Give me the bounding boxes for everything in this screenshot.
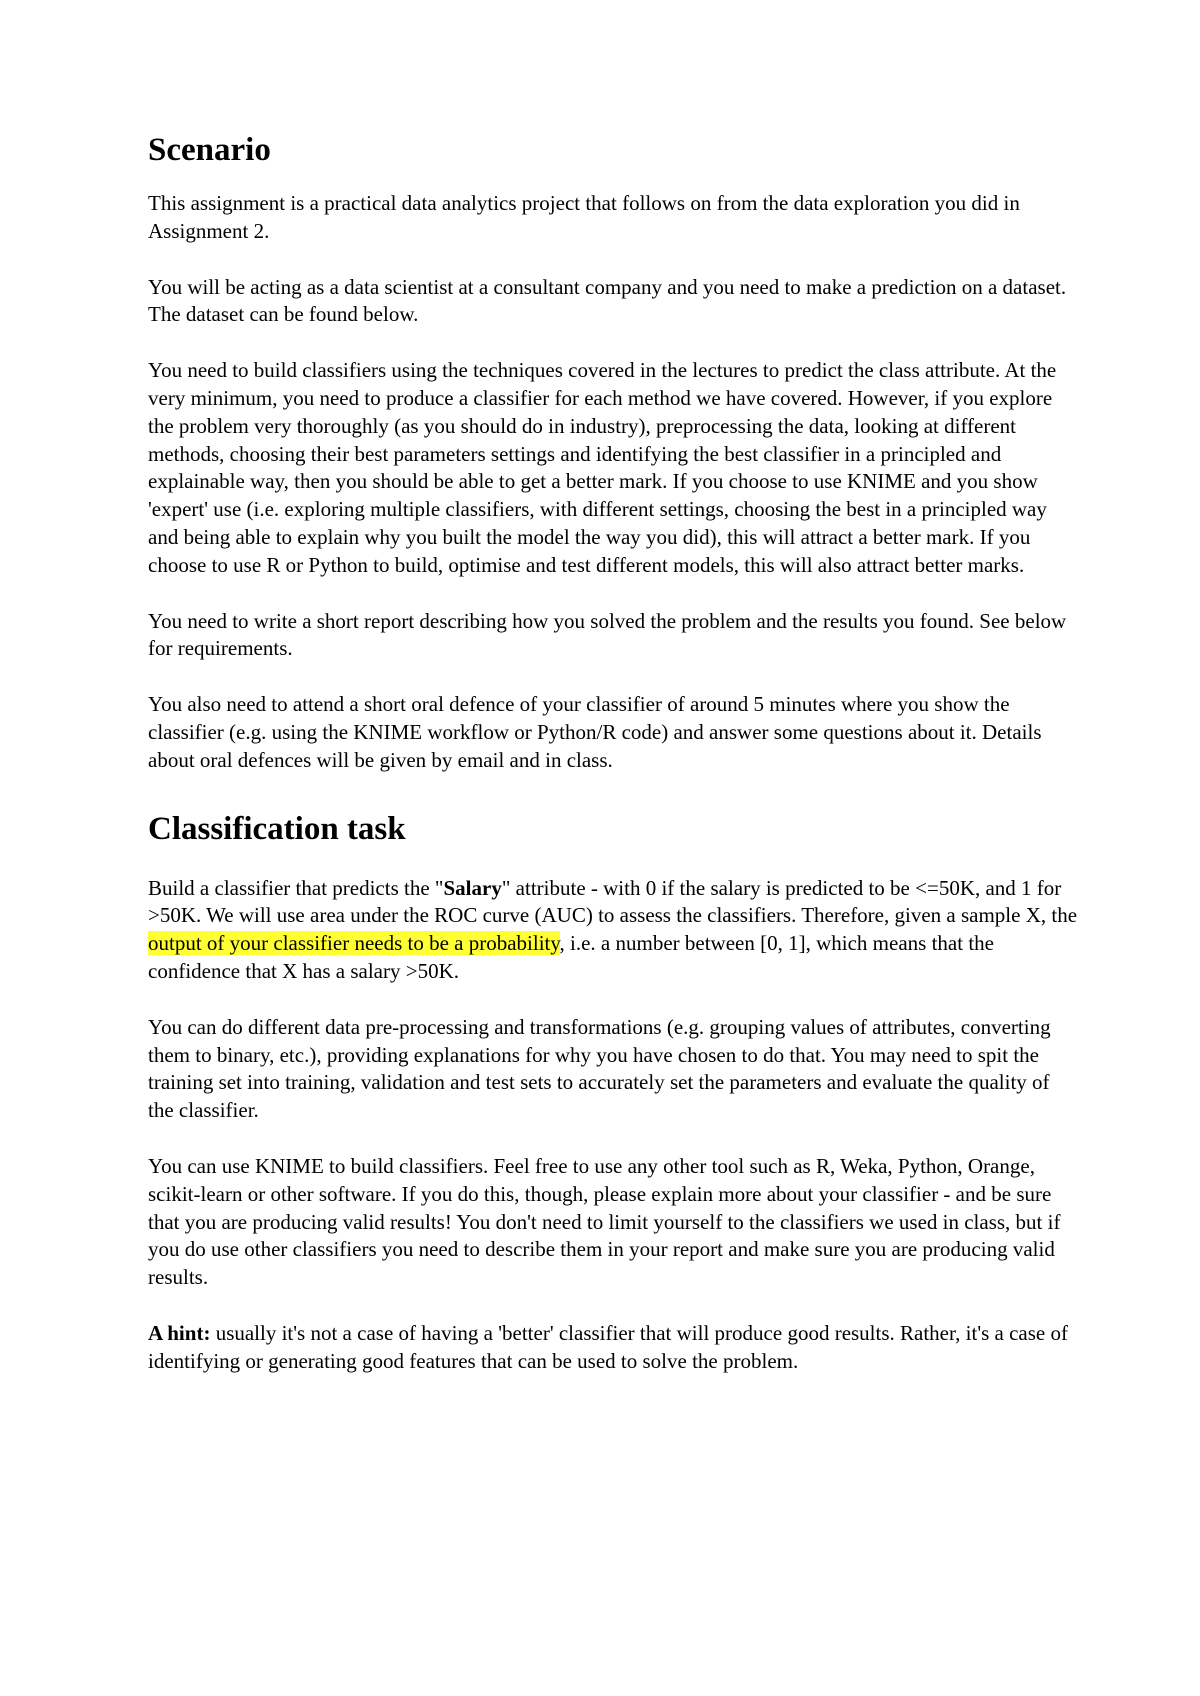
classification-paragraph-2: You can do different data pre-processing and transformations (e.g. grouping values of attributes, converting them to binary, etc.), providing explanations for why you have chosen to do that. You may need to spit the training set into training, validation and test sets to accurately set the parameters and evaluate the quality of the classifier.	[148, 1014, 1051, 1123]
classification-paragraph-1	[148, 875, 1078, 986]
classification-p1-text-b: " attribute - with 0 if the salary is predicted to be <=50K, and 1 for >50K. We will use area under the ROC curve (AUC) to assess the classifiers. Therefore, given a sample X, the	[148, 875, 1078, 928]
scenario-paragraph-1: This assignment is a practical data analytics project that follows on from the data exploration you did in Assignment 2.	[148, 191, 1020, 243]
scenario-heading: Scenario	[148, 132, 271, 168]
hint-text: usually it's not a case of having a 'better' classifier that will produce good results. Rather, it's a case of identifying or generating good features that can be used to solve the problem.	[148, 1320, 1068, 1373]
scenario-paragraph-4: You need to write a short report describing how you solved the problem and the results you found. See below for requirements.	[148, 608, 1067, 661]
classification-paragraph-3: You can use KNIME to build classifiers. Feel free to use any other tool such as R, Weka, Python, Orange, scikit-learn or other software. If you do this, though, please explain more about your classifier - and be sure that you are producing valid results! You don't need to limit yourself to the classifiers we used in class, but if you do use other classifiers you need to describe them in your report and make sure you are producing valid results.	[148, 1153, 1061, 1290]
classification-heading: Classification task	[148, 810, 406, 847]
scenario-paragraph-5: You also need to attend a short oral defence of your classifier of around 5 minutes where you show the classifier (e.g. using the KNIME workflow or Python/R code) and answer some questions about it. Details about oral defences will be given by email and in class.	[148, 692, 1042, 772]
salary-bold: Salary	[443, 875, 502, 900]
scenario-paragraph-2: You will be acting as a data scientist at a consultant company and you need to make a prediction on a dataset. The dataset can be found below.	[148, 274, 1067, 327]
hint-label: A hint:	[148, 1320, 211, 1345]
scenario-paragraph-3: You need to build classifiers using the techniques covered in the lectures to predict the class attribute. At the very minimum, you need to produce a classifier for each method we have covered. However, if you explore the problem very thoroughly (as you should do in industry), preprocessing the data, looking at different methods, choosing their best parameters settings and identifying the best classifier in a principled and explainable way, then you should be able to get a better mark. If you choose to use KNIME and you show 'expert' use (i.e. exploring multiple classifiers, with different settings, choosing the best in a principled way and being able to explain why you built the model the way you did), this will attract a better mark. If you choose to use R or Python to build, optimise and test different models, this will also attract better marks.	[148, 358, 1057, 577]
classification-p1-text-a: Build a classifier that predicts the "	[148, 875, 444, 900]
classification-p1-text-c: , i.e. a number between [0, 1], which means that the confidence that X has a salary >50K.	[148, 931, 994, 983]
hint-paragraph	[148, 1320, 1078, 1376]
document-page	[148, 130, 1078, 1404]
probability-highlight: output of your classifier needs to be a probability	[148, 931, 560, 956]
